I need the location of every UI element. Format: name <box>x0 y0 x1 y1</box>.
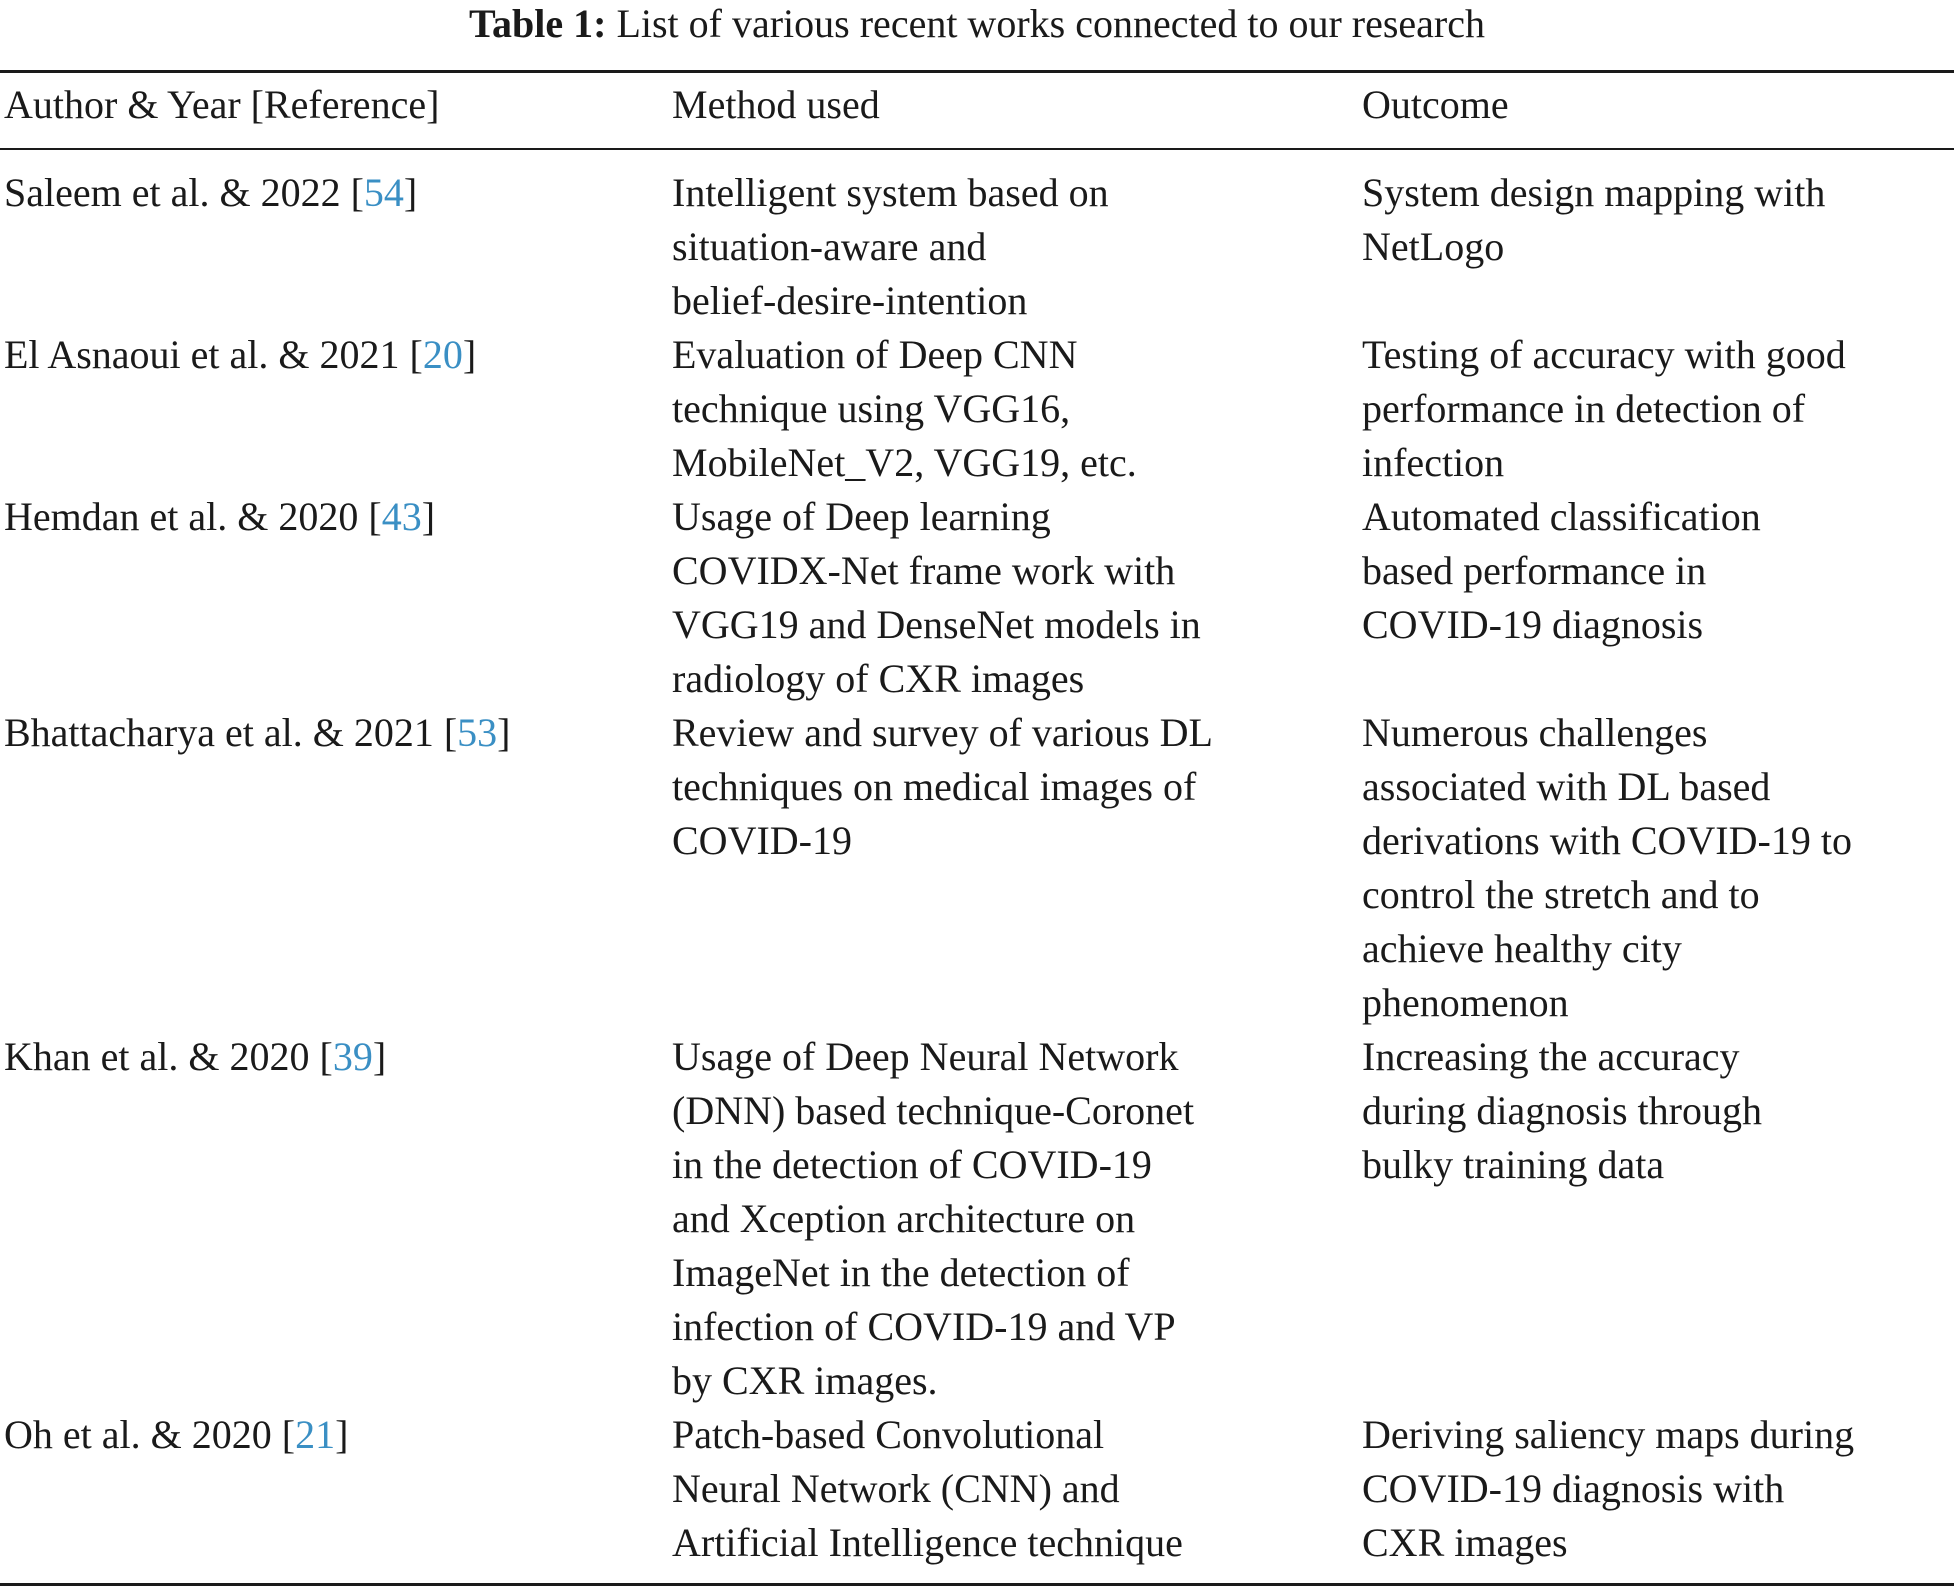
outcome-cell: Numerous challenges associated with DL based derivations with COVID-19 to control the stretch and to achieve healthy city phenomenon <box>1362 710 1852 1025</box>
author-text: Bhattacharya et al. & 2021 [ <box>4 710 458 755</box>
outcome-cell: System design mapping with NetLogo <box>1362 170 1826 269</box>
header-author-year: Author & Year [Reference] <box>4 82 440 127</box>
author-cell <box>4 706 654 760</box>
method-cell: Evaluation of Deep CNN technique using VGG16, MobileNet_V2, VGG19, etc. <box>672 332 1137 485</box>
reference-link[interactable]: 20 <box>422 332 463 377</box>
reference-link[interactable]: 39 <box>332 1034 373 1079</box>
author-text: El Asnaoui et al. & 2021 [ <box>4 332 423 377</box>
author-bracket: ] <box>497 710 511 755</box>
author-bracket: ] <box>462 332 477 377</box>
table-caption-label: Table 1: <box>468 1 607 46</box>
author-bracket: ] <box>335 1412 349 1457</box>
author-text: Saleem et al. & 2022 [ <box>4 170 364 215</box>
table-header-row <box>0 78 1954 144</box>
outcome-cell: Deriving saliency maps during COVID-19 diagnosis with CXR images <box>1362 1412 1855 1565</box>
author-cell <box>4 1408 654 1462</box>
author-text: Hemdan et al. & 2020 [ <box>4 494 382 539</box>
header-outcome: Outcome <box>1362 82 1509 127</box>
outcome-cell: Automated classification based performance in COVID-19 diagnosis <box>1362 494 1761 647</box>
outcome-cell: Testing of accuracy with good performance in detection of infection <box>1362 332 1846 485</box>
author-text: Oh et al. & 2020 [ <box>4 1412 296 1457</box>
author-text: Khan et al. & 2020 [ <box>4 1034 333 1079</box>
author-bracket: ] <box>403 170 418 215</box>
method-cell: Usage of Deep learning COVIDX-Net frame work with VGG19 and DenseNet models in radiology of CXR images <box>672 494 1201 701</box>
reference-link[interactable]: 21 <box>295 1412 336 1457</box>
author-cell <box>4 1030 654 1084</box>
author-cell <box>4 166 654 220</box>
table-header-rule <box>0 148 1954 150</box>
method-cell: Usage of Deep Neural Network (DNN) based technique-Coronet in the detection of COVID-19 and Xception architecture on ImageNet in the detection of infection of COVID-19 and VP by CXR images. <box>672 1034 1195 1403</box>
reference-link[interactable]: 43 <box>381 494 422 539</box>
author-bracket: ] <box>372 1034 387 1079</box>
table-caption-text: List of various recent works connected to our research <box>616 1 1485 46</box>
author-bracket: ] <box>421 494 436 539</box>
author-cell <box>4 328 654 382</box>
table-bottom-rule <box>0 1583 1954 1586</box>
header-method-used: Method used <box>672 82 880 127</box>
author-cell <box>4 490 654 544</box>
method-cell: Review and survey of various DL techniques on medical images of COVID-19 <box>672 710 1213 863</box>
table-top-rule <box>0 70 1954 73</box>
reference-link[interactable]: 53 <box>457 710 498 755</box>
outcome-cell: Increasing the accuracy during diagnosis through bulky training data <box>1362 1034 1762 1187</box>
table-caption <box>0 0 1954 48</box>
method-cell: Intelligent system based on situation-aware and belief-desire-intention <box>672 170 1109 323</box>
reference-link[interactable]: 54 <box>363 170 404 215</box>
method-cell: Patch-based Convolutional Neural Network (CNN) and Artificial Intelligence technique <box>672 1412 1183 1565</box>
